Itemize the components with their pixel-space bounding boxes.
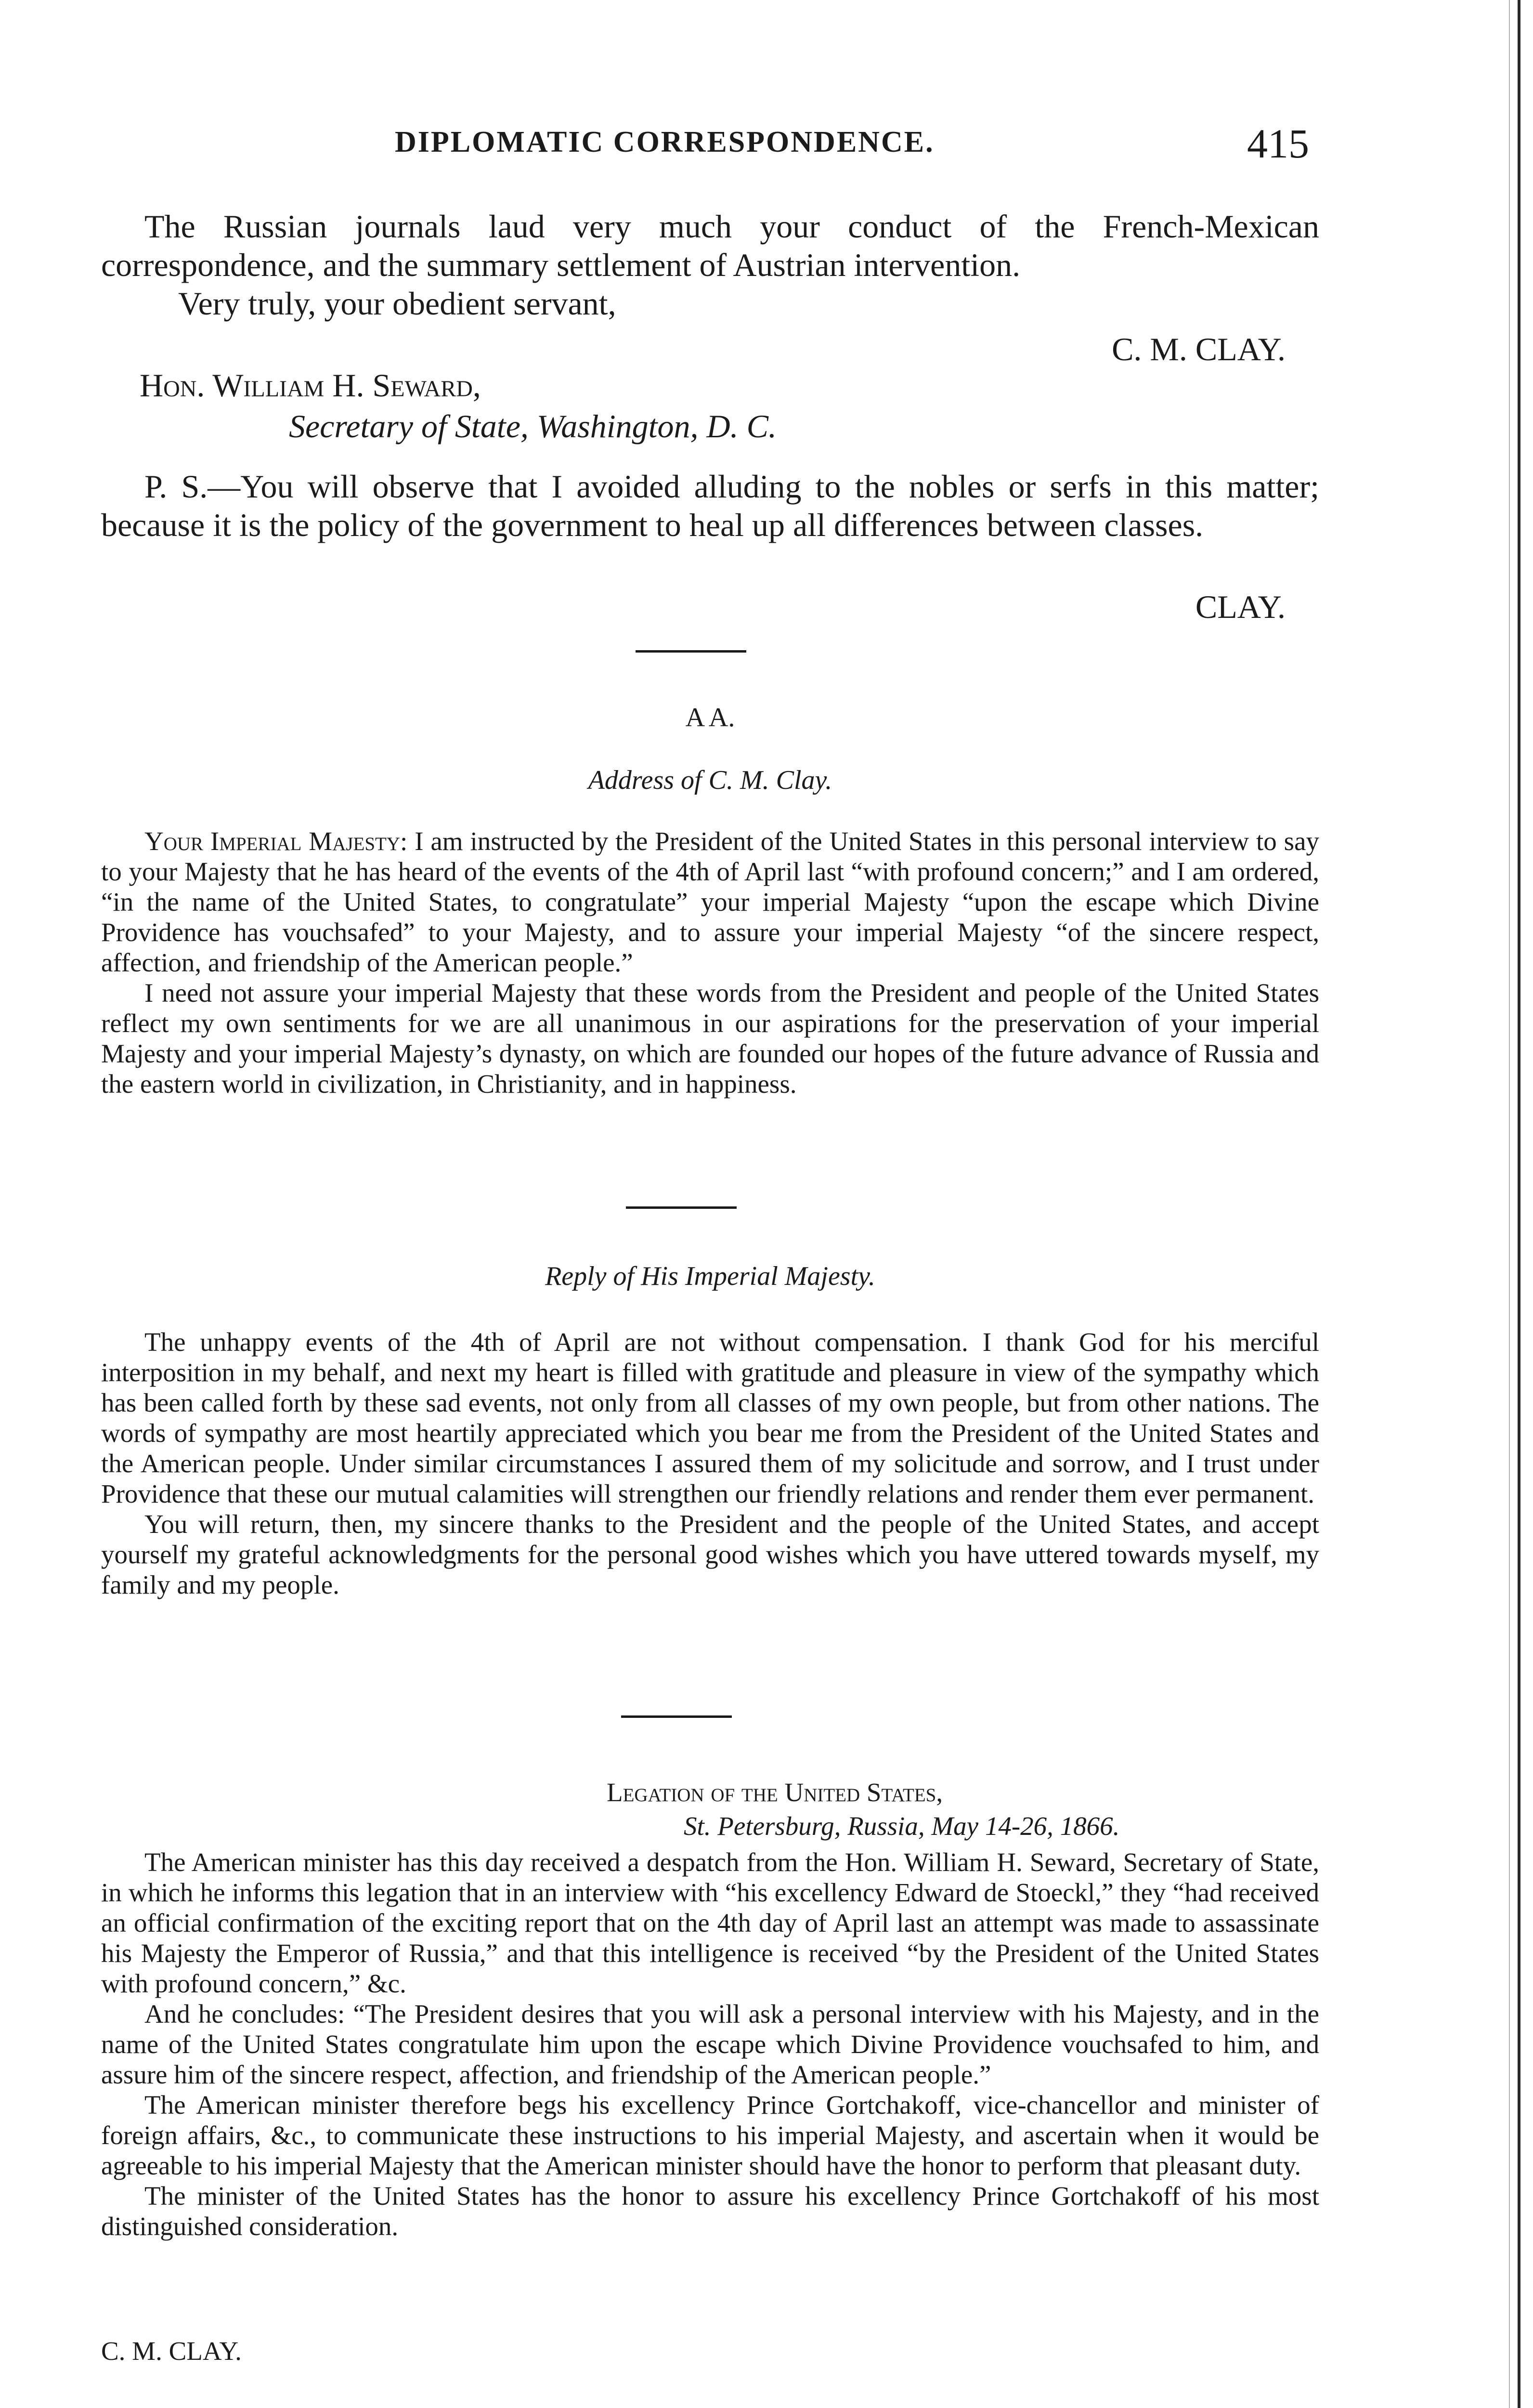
complimentary-close: Very truly, your obedient servant, xyxy=(178,285,616,322)
postscript xyxy=(101,467,1319,544)
salutation: Your Imperial Majesty: xyxy=(144,826,408,856)
section-divider xyxy=(626,1206,737,1209)
legation-heading: Legation of the United States, xyxy=(607,1778,943,1807)
reply-heading: Reply of His Imperial Majesty. xyxy=(545,1261,875,1291)
reply-paragraph-2: You will return, then, my sincere thanks to the President and the people of the United States, and accept yourself my grateful acknowledgments for the personal good wishes which you have uttered towards myself, my family and my people. xyxy=(101,1509,1319,1599)
legation-paragraph-2: And he concludes: “The President desires that you will ask a personal interview with his Majesty, and in the name of the United States congratulate him upon the escape which Divine Providence vouchsafed to him, and assure him of the sincere respect, affection, and friendship of the American people.” xyxy=(101,1999,1319,2089)
section-divider xyxy=(621,1715,732,1718)
page-edge-shadow xyxy=(1518,0,1520,2408)
address-body xyxy=(101,826,1319,1099)
closing-paragraph-text: The Russian journals laud very much your conduct of the French-Mexican correspondence, and the summary settlement of Austrian intervention. xyxy=(101,208,1319,283)
postscript-text: P. S.—You will observe that I avoided alluding to the nobles or serfs in this matter; because it is the policy of the government to heal up all differences between classes. xyxy=(101,468,1319,543)
addressee-name: Hon. William H. Seward, xyxy=(140,367,481,404)
running-header xyxy=(0,116,1533,169)
address-paragraph-1 xyxy=(101,826,1319,978)
address-paragraph-1-text: I am instructed by the President of the United States in this personal interview to say to your Majesty that he has heard of the events of the 4th of April last “with profound concern;” and I am ordered, “in the name of the United States, to congratulate” your imperial Majesty “upon the escape which Divine Providence has vouchsafed” to your Majesty, and to assure your imperial Majesty “of the sincere respect, affection, and friendship of the American people.” xyxy=(101,826,1319,977)
legation-paragraph-4: The minister of the United States has the honor to assure his excellency Prince Gortchakoff of his most distinguished consideration. xyxy=(101,2181,1319,2241)
letter-signature: C. M. CLAY. xyxy=(1112,331,1286,367)
legation-paragraph-3: The American minister therefore begs his excellency Prince Gortchakoff, vice-chancellor and minister of foreign affairs, &c., to communicate these instructions to his imperial Majesty, and ascertain when it would be agreeable to his imperial Majesty that the American minister should have the honor to perform that pleasant duty. xyxy=(101,2090,1319,2180)
section-label: A A. xyxy=(685,703,735,733)
reply-paragraph-1: The unhappy events of the 4th of April are not without compensation. I thank God for his merciful interposition in my behalf, and next my heart is filled with gratitude and pleasure in view of the sympathy which has been called forth by these sad events, not only from all classes of my own people, but from other nations. The words of sympathy are most heartily appreciated which you bear me from the President of the United States and the American people. Under similar circumstances I assured them of my solicitude and sorrow, and I trust under Providence that these our mutual calamities will strengthen our friendly relations and render them ever permanent. xyxy=(101,1327,1319,1508)
section-divider xyxy=(636,650,746,653)
reply-body xyxy=(101,1327,1319,1600)
addressee-title: Secretary of State, Washington, D. C. xyxy=(289,408,777,445)
page-number: 415 xyxy=(1247,120,1309,167)
place-date: St. Petersburg, Russia, May 14-26, 1866. xyxy=(684,1811,1120,1841)
legation-body xyxy=(101,1847,1319,2241)
running-title: DIPLOMATIC CORRESPONDENCE. xyxy=(395,126,935,158)
page-edge-line xyxy=(1509,0,1510,2408)
legation-paragraph-1: The American minister has this day received a despatch from the Hon. William H. Seward, Secretary of State, in which he informs this legation that in an interview with “his excellency Edward de Stoeckl,” they “had received an official confirmation of the exciting report that on the 4th day of April last an attempt was made to assassinate his Majesty the Emperor of Russia,” and that this intelligence is received “by the President of the United States with profound concern,” &c. xyxy=(101,1847,1319,1998)
postscript-signature: CLAY. xyxy=(1195,589,1286,625)
address-paragraph-2: I need not assure your imperial Majesty that these words from the President and people of the United States reflect my own sentiments for we are all unanimous in our aspirations for the preservation of your imperial Majesty and your imperial Majesty’s dynasty, on which are founded our hopes of the future advance of Russia and the eastern world in civilization, in Christianity, and in happiness. xyxy=(101,978,1319,1099)
letter-closing-paragraph xyxy=(101,207,1319,284)
address-heading: Address of C. M. Clay. xyxy=(588,765,832,795)
legation-signature: C. M. CLAY. xyxy=(101,2336,242,2366)
